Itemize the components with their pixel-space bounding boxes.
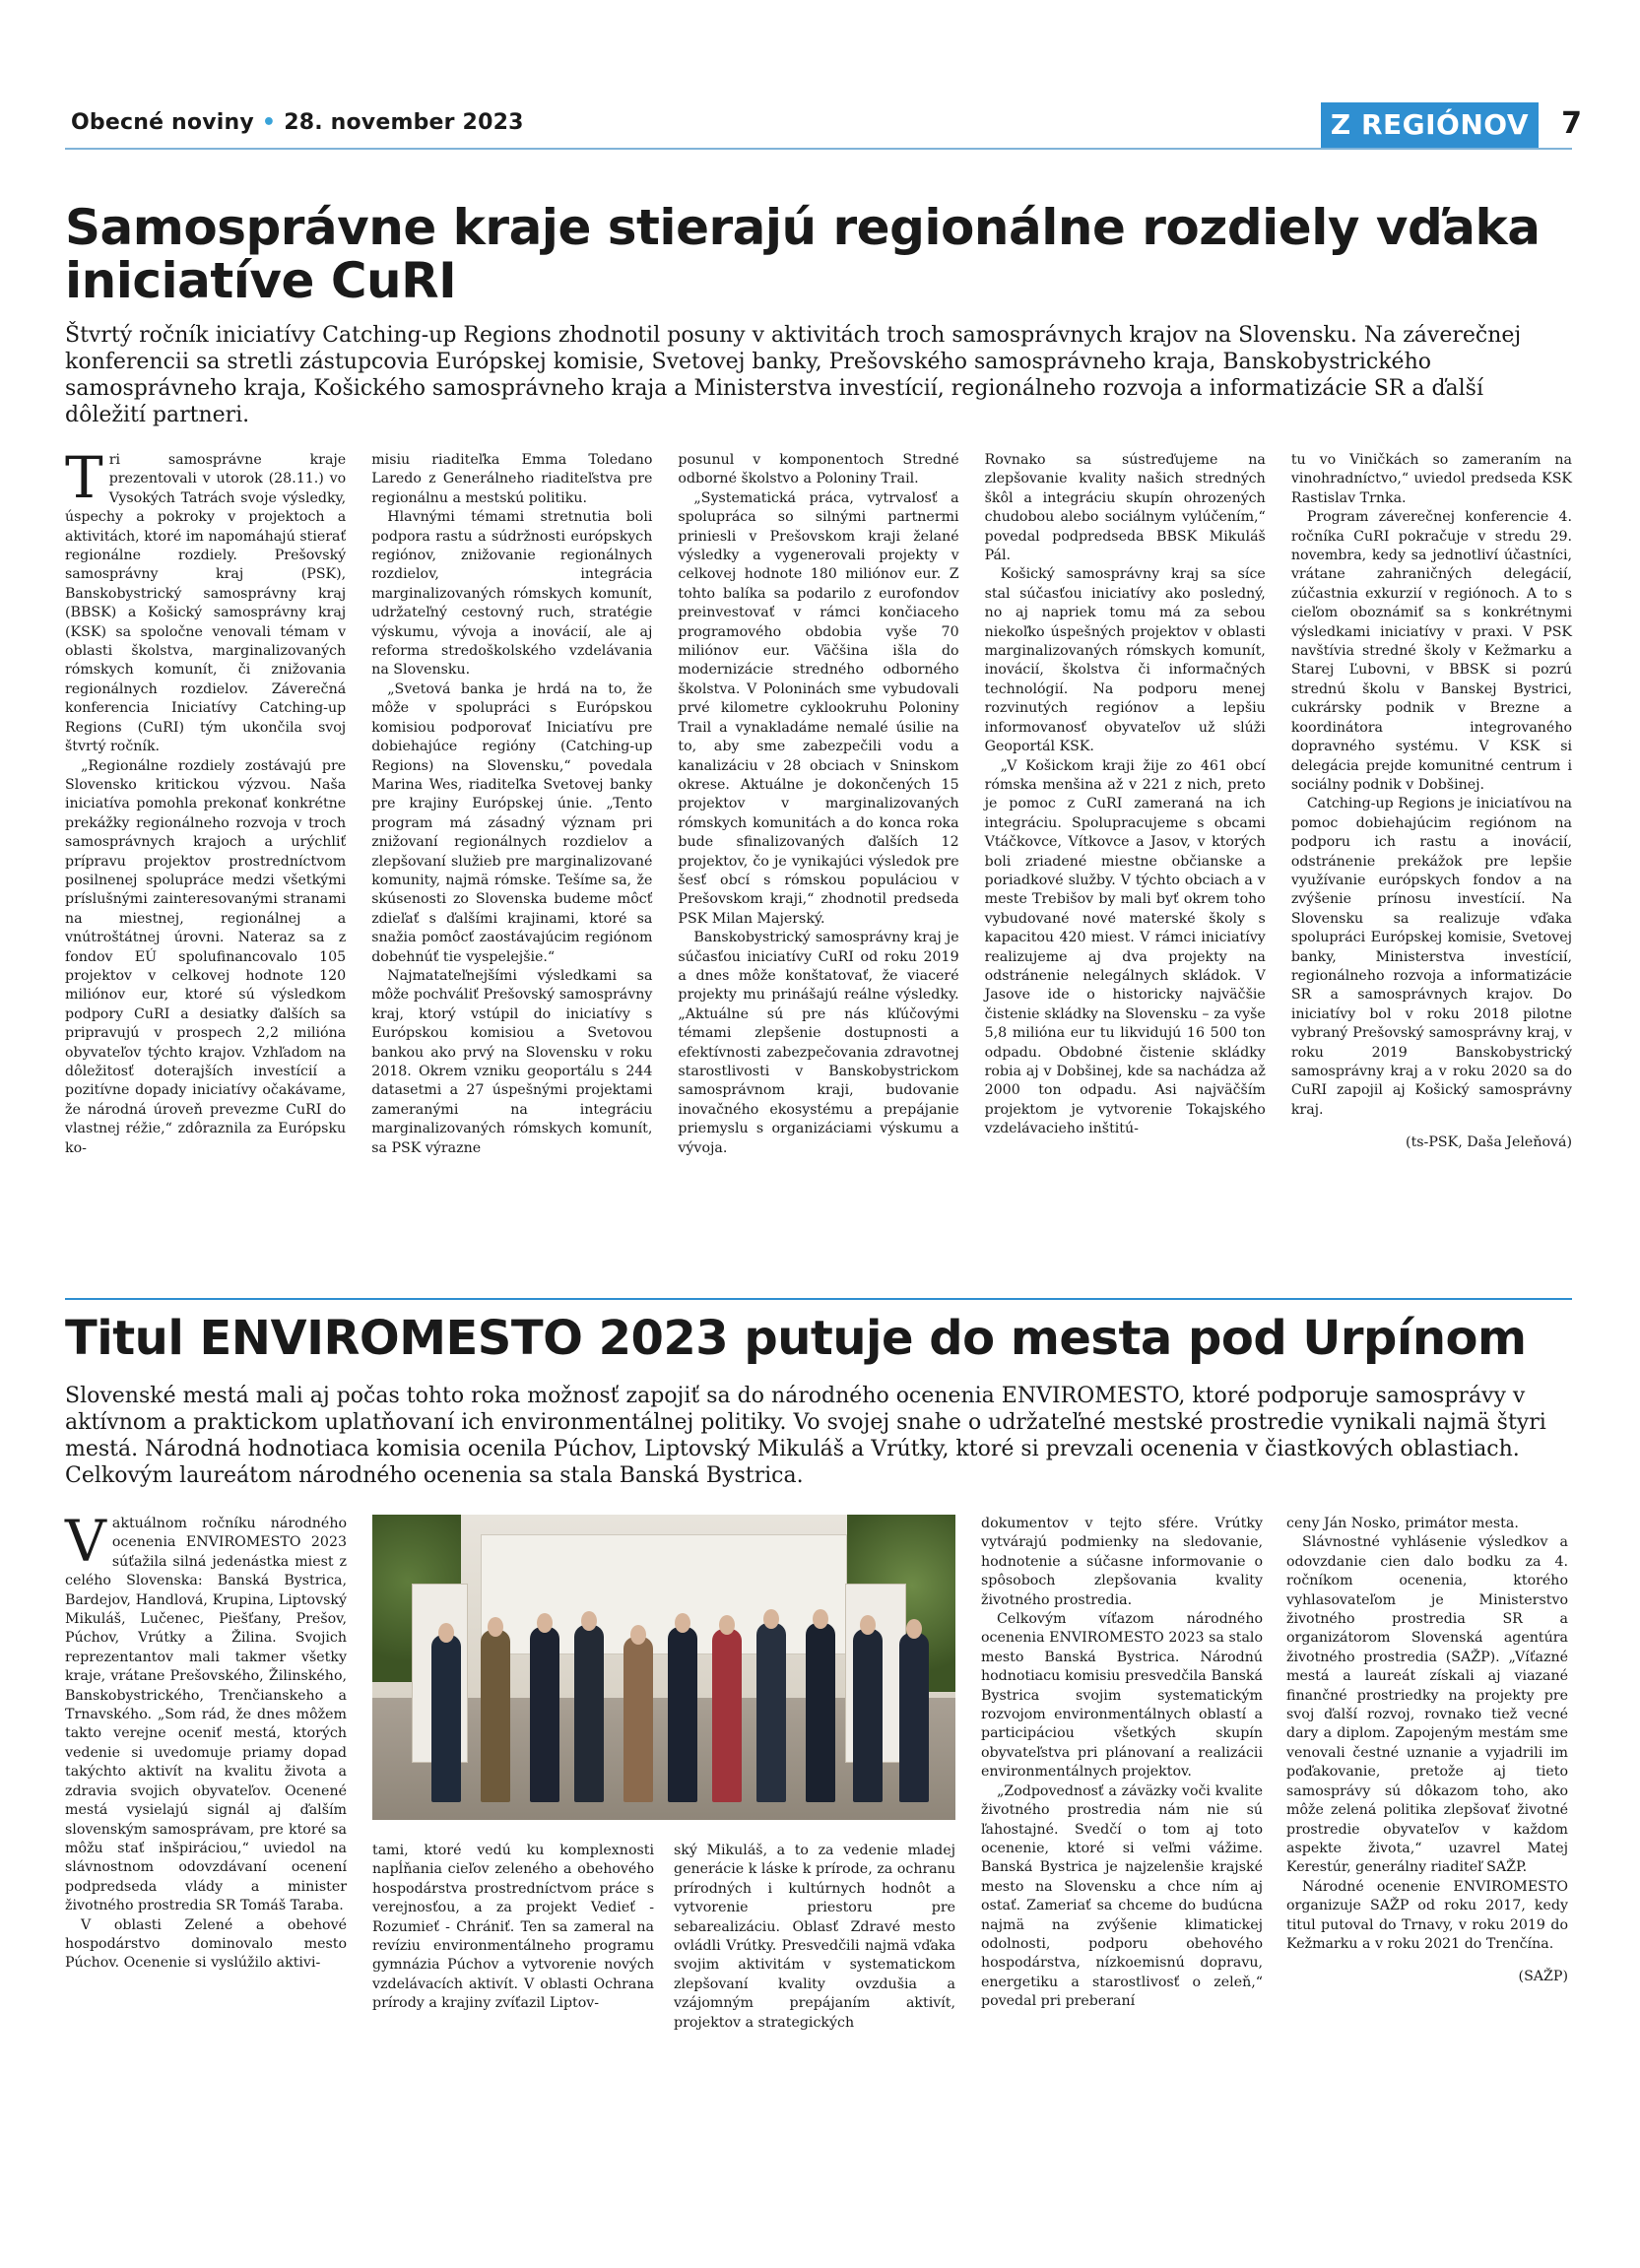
masthead-line bbox=[71, 110, 524, 135]
article2-paragraph: Celkovým víťazom národného ocenenia ENVIROMESTO 2023 sa stalo mesto Banská Bystrica. Národnú hodnotiacu komisiu presvedčila Banská Bystrica svojim systematickým rozvojom environmentálnych oblastí a participáciou všetkých skupín obyvateľstva pri plánovaní a realizácii environmentálnych projektov. bbox=[981, 1611, 1263, 1781]
paper-name: Obecné noviny bbox=[71, 110, 254, 135]
article1-paragraph: Banskobystrický samosprávny kraj je súčasťou iniciatívy CuRI od roku 2019 a dnes môže konštatovať, že viaceré projekty mu prinášajú reálne výsledky. „Aktuálne sú pre nás kľúčovými témami zlepšenie dostupnosti a efektívnosti zabezpečovania zdravotnej starostlivosti v Banskobystrickom samosprávnom kraji, budovanie inovačného ekosystému a prepájanie priemyslu s organizáciami výskumu a vývoja. bbox=[678, 930, 959, 1156]
article1-column-2 bbox=[371, 451, 652, 1288]
article1-lead: Štvrtý ročník iniciatívy Catching-up Regions zhodnotil posuny v aktivitách troch samosprávnych krajov na Slovensku. Na záverečnej konferencii sa stretli zástupcovia Európskej komisie, Svetovej banky, Prešovského samosprávneho kraja, Banskobystrického samosprávneho kraja, Košického samosprávneho kraja a Ministerstva investícií, regionálneho rozvoja a informatizácie SR a ďalší dôležití partneri. bbox=[65, 323, 1522, 427]
article2-headline: Titul ENVIROMESTO 2023 putuje do mesta pod Urpínom bbox=[65, 1311, 1527, 1366]
article1-paragraph: Hlavnými témami stretnutia boli podpora rastu a súdržnosti európskych regiónov, znižovanie regionálnych rozdielov, integrácia marginalizovaných rómskych komunít, udržateľný cestovný ruch, stratégie výskumu, vývoja a inovácií, ale aj reforma stredoškolského vzdelávania na Slovensku. bbox=[371, 509, 653, 679]
header-rule bbox=[65, 148, 1572, 150]
article1-signature: (ts-PSK, Daša Jeleňová) bbox=[1406, 1134, 1573, 1151]
award-ceremony-photo bbox=[372, 1515, 955, 1820]
article2-column-2 bbox=[372, 1842, 654, 2014]
article1-paragraph: misiu riaditeľka Emma Toledano Laredo z Generálneho riaditeľstva pre regionálnu a mestskú politiku. bbox=[371, 452, 653, 506]
article2-paragraph: Vaktuálnom ročníku národného ocenenia ENVIROMESTO 2023 súťažila silná jedenástka miest z celého Slovenska: Banská Bystrica, Bardejov, Handlová, Krupina, Liptovský Mikuláš, Lučenec, Piešťany, Prešov, Púchov, Vrútky a Žilina. Svojich reprezentantov mali takmer všetky kraje, vrátane Prešovského, Žilinského, Banskobystrického, Trenčianskeho a Trnavského. „Som rád, že dnes môžem takto verejne oceniť mestá, ktorých vedenie si uvedomuje priamy dopad takýchto aktivít na kvalitu života a zdravia svojich obyvateľov. Ocenené mestá vysielajú signál aj ďalším slovenským samosprávam, pre ktoré sa môžu stať inšpiráciou,“ uviedol na slávnostnom odovzdávaní ocenení podpredseda vlády a minister životného prostredia SR Tomáš Taraba. bbox=[65, 1508, 347, 1914]
dropcap: V bbox=[65, 1508, 106, 1575]
article2-paragraph: Slávnostné vyhlásenie výsledkov a odovzdanie cien dalo bodku za 4. ročníkom ocenenia, ktorého vyhlasovateľom je Ministerstvo životného prostredia SR a organizátorom Slovenská agentúra životného prostredia (SAŽP). „Víťazné mestá a laureát získali aj viazané finančné prostriedky na projekty pre svoj ďalší rozvoj, rovnako tiež vecné dary a diplom. Zapojeným mestám sme venovali čestné uznanie a vyjadrili im poďakovanie, pretože aj tieto samosprávy sú dôkazom toho, ako môže zelená politika zlepšovať životné prostredie obyvateľov v každom aspekte života,“ uzavrel Matej Kerestúr, generálny riaditeľ SAŽP. bbox=[1286, 1534, 1568, 1876]
article1-column-4 bbox=[985, 451, 1266, 1288]
issue-date: 28. november 2023 bbox=[284, 110, 524, 135]
article1-paragraph: Catching-up Regions je iniciatívou na pomoc dobiehajúcim regiónom na podporu ich rastu a inovácií, odstránenie prekážok pre lepšie využívanie európskych fondov a na zvýšenie prínosu investícií. Na Slovensku sa realizuje vďaka spolupráci Európskej komisie, Svetovej banky, Ministerstva investícií, regionálneho rozvoja a informatizácie SR a samosprávnych krajov. Do iniciatívy bol v roku 2018 pilotne vybraný Prešovský samosprávny kraj, v roku 2019 Banskobystrický samosprávny kraj a v roku 2020 sa do CuRI zapojil aj Košický samosprávny kraj. bbox=[1290, 796, 1573, 1118]
article2-column-5 bbox=[1286, 1515, 1568, 1987]
article1-body bbox=[65, 444, 1573, 1288]
article2-signature: (SAŽP) bbox=[1518, 1969, 1568, 1985]
article1-paragraph: Košický samosprávny kraj sa síce stal súčasťou iniciatívy ako posledný, no aj napriek tomu má za sebou niekoľko úspešných projektov v oblasti marginalizovaných rómskych komunít, inovácií, školstva či informačných technológií. Na podporu menej rozvinutých regiónov a lepšiu informovanosť obyvateľov už slúži Geoportál KSK. bbox=[984, 566, 1266, 755]
article2-column-3 bbox=[674, 1842, 955, 2033]
dropcap: T bbox=[65, 444, 103, 511]
article1-paragraph: „Systematická práca, vytrvalosť a spolupráca so silnými partnermi priniesli v Prešovskom kraji želané výsledky a vygenerovali projekty v celkovej hodnote 180 miliónov eur. Z tohto balíka sa podarilo z eurofondov preinvestovať v rámci končiaceho programového obdobia vyše 70 miliónov eur. Väčšina išla do modernizácie stredného odborného školstva. V Poloninách sme vybudovali prvé kilometre cyklookruhu Poloniny Trail a vynakladáme nemalé úsilie na to, aby sme zabezpečili vodu a kanalizáciu v 28 obciach v Sninskom okrese. Aktuálne je dokončených 15 projektov v marginalizovaných rómskych komunitách a do konca roka bude sfinalizovaných ďalších 12 projektov, čo je vynikajúci výsledok pre šesť obcí s rómskou populáciou v Prešovskom kraji,“ zhodnotil predseda PSK Milan Majerský. bbox=[678, 489, 959, 927]
article1-paragraph: Rovnako sa sústreďujeme na zlepšovanie kvality našich stredných škôl a integráciu skupín ohrozených chudobou alebo sociálnym vylúčením,“ povedal podpredseda BBSK Mikuláš Pál. bbox=[984, 452, 1266, 564]
article1-column-5 bbox=[1291, 451, 1572, 1288]
article1-column-3 bbox=[678, 451, 958, 1288]
article2-column-4 bbox=[981, 1515, 1263, 2012]
article2-paragraph: dokumentov v tejto sfére. Vrútky vytvárajú podmienky na sledovanie, hodnotenie a súčasne informovanie o spôsoboch zlepšovania kvality životného prostredia. bbox=[981, 1516, 1263, 1608]
article2-lead: Slovenské mestá mali aj počas tohto roka možnosť zapojiť sa do národného ocenenia ENVIROMESTO, ktoré podporuje samosprávy v aktívnom a praktickom uplatňovaní ich environmentálnej politiky. Vo svojej snahe o udržateľné mestské prostredie vynikali najmä štyri mestá. Národná hodnotiaca komisia ocenila Púchov, Liptovský Mikuláš a Vrútky, ktoré si prevzali ocenenia v čiastkových oblastiach. Celkovým laureátom národného ocenenia sa stala Banská Bystrica. bbox=[65, 1384, 1546, 1488]
article1-headline: Samosprávne kraje stierajú regionálne rozdiely vďaka iniciatíve CuRI bbox=[65, 199, 1541, 309]
article2-paragraph: V oblasti Zelené a obehové hospodárstvo dominovalo mesto Púchov. Ocenenie si vyslúžilo aktivi- bbox=[65, 1916, 347, 1972]
article-divider bbox=[65, 1298, 1572, 1300]
article1-paragraph: posunul v komponentoch Stredné odborné školstvo a Poloniny Trail. bbox=[678, 452, 959, 487]
article1-paragraph: tu vo Viničkách so zameraním na vinohradníctvo,“ uviedol predseda KSK Rastislav Trnka. bbox=[1290, 452, 1573, 506]
article2-paragraph: „Zodpovednosť a záväzky voči kvalite životného prostredia nám nie sú ľahostajné. Svedčí o tom aj toto ocenenie, ktoré si veľmi vážime. Banská Bystrica je najzelenšie krajské mesto na Slovensku a chce ním aj ostať. Zameriať sa chceme do budúcna najmä na zvýšenie klimatickej odolnosti, podporu obehového hospodárstva, nízkoemisnú dopravu, energetiku a starostlivosť o zeleň,“ povedal pri preberaní bbox=[981, 1782, 1263, 2010]
section-label: Z REGIÓNOV bbox=[1321, 102, 1539, 148]
article1-column-1 bbox=[65, 444, 347, 1288]
article2-column-1 bbox=[65, 1508, 347, 1974]
article1-paragraph: Tri samosprávne kraje prezentovali v utorok (28.11.) vo Vysokých Tatrách svoje výsledky, úspechy a pokroky v projektoch a aktivitách, ktoré im napomáhajú stierať regionálne rozdiely. Prešovský samosprávny kraj (PSK), Banskobystrický samosprávny kraj (BBSK) a Košický samosprávny kraj (KSK) sa spoločne venovali témam v oblasti školstva, marginalizovaných rómskych komunít, či znižovania regionálnych rozdielov. Záverečná konferencia Iniciatívy Catching-up Regions (CuRI) tým ukončila svoj štvrtý ročník. bbox=[65, 444, 347, 755]
article1-paragraph: „Svetová banka je hrdá na to, že môže v spolupráci s Európskou komisiou podporovať Iniciatívu pre dobiehajúce regióny (Catching-up Regions) na Slovensku,“ povedala Marina Wes, riaditeľka Svetovej banky pre krajiny Európskej únie. „Tento program má zásadný význam pri znižovaní regionálnych rozdielov a zlepšovaní služieb pre marginalizované komunity, najmä rómske. Tešíme sa, že skúsenosti zo Slovenska budeme môcť zdieľať s ďalšími krajinami, ktoré sa snažia pomôcť zaostávajúcim regiónom dobehnúť tie vyspelejšie.“ bbox=[371, 680, 653, 965]
bullet-separator: • bbox=[261, 110, 277, 135]
article1-paragraph: „V Košickom kraji žije zo 461 obcí rómska menšina až v 221 z nich, preto je pomoc z CuRI zameraná na ich integráciu. Spolupracujeme s obcami Vtáčkovce, Vítkovce a Jasov, v ktorých boli zriadené miestne občianske a poriadkové služby. V týchto obciach a v meste Trebišov by mali byť okrem toho vybudované nové materské školy s kapacitou 420 miest. V rámci iniciatívy realizujeme aj dva projekty na odstránenie nelegálnych skládok. V Jasove ide o historicky najväčšie čistenie skládky na Slovensku – za vyše 5,8 milióna eur tu likvidujú 16 500 ton odpadu. Obdobné čistenie skládky robia aj v Dobšinej, kde sa nachádza až 2000 ton odpadu. Asi najväčším projektom je vytvorenie Tokajského vzdelávacieho inštitú- bbox=[984, 757, 1266, 1137]
article1-paragraph: „Regionálne rozdiely zostávajú pre Slovensko kritickou výzvou. Naša iniciatíva pomohla prekonať konkrétne prekážky regionálneho rozvoja v troch samosprávnych krajoch a urýchliť prípravu projektov prostredníctvom posilnenej spolupráce medzi všetkými príslušnými zainteresovanými stranami na miestnej, regionálnej a vnútroštátnej úrovni. Nateraz sa z fondov EÚ spolufinancovalo 105 projektov v celkovej hodnote 120 miliónov eur, ktoré sú výsledkom podpory CuRI a desiatky ďalších sa pripravujú v prospech 2,2 milióna obyvateľov týchto krajov. Vzhľadom na dôležitosť doterajších investícií a pozitívne dopady iniciatívy očakávame, že národná úroveň prevezme CuRI do vlastnej réžie,“ zdôraznila za Európsku ko- bbox=[65, 757, 347, 1156]
article2-paragraph: Národné ocenenie ENVIROMESTO organizuje SAŽP od roku 2017, kedy titul putoval do Trnavy, v roku 2019 do Kežmarku a v roku 2021 do Trenčína. bbox=[1286, 1878, 1568, 1952]
article2-paragraph: ceny Ján Nosko, primátor mesta. bbox=[1286, 1516, 1519, 1531]
article2-paragraph: tami, ktoré vedú ku komplexnosti napĺňania cieľov zeleného a obehového hospodárstva prostredníctvom práce s verejnosťou, a za projekt Vedieť - Rozumieť - Chrániť. Ten sa zameral na revíziu environmentálneho programu gymnázia Púchov a vytvorenie nových vzdelávacích aktivít. V oblasti Ochrana prírody a krajiny zvíťazil Liptov- bbox=[372, 1843, 654, 2012]
article2-paragraph: ský Mikuláš, a to za vedenie mladej generácie k láske k prírode, za ochranu prírodných i kultúrnych hodnôt a vytvorenie priestoru pre sebarealizáciu. Oblasť Zdravé mesto ovládli Vrútky. Presvedčili najmä vďaka svojim aktivitám v systematickom zlepšovaní kvality ovzdušia a vzájomným prepájaním aktivít, projektov a strategických bbox=[674, 1843, 955, 2031]
article1-paragraph: Program záverečnej konferencie 4. ročníka CuRI pokračuje v stredu 29. novembra, kedy sa jednotliví účastníci, vrátane zahraničných delegácií, zúčastnia exkurzií v regiónoch. A to s cieľom oboznámiť sa s konkrétnymi výsledkami iniciatívy v praxi. V PSK navštívia stredné školy v Kežmarku a Starej Ľubovni, v BBSK si pozrú strednú školu v Banskej Bystrici, cukrársky podnik v Brezne a koordinátora integrovaného dopravného systému. V KSK si delegácia prejde komunitné centrum i sociálny podnik v Dobšinej. bbox=[1290, 509, 1573, 793]
page-header bbox=[65, 102, 1582, 154]
article1-paragraph: Najmatateľnejšími výsledkami sa môže pochváliť Prešovský samosprávny kraj, ktorý vstúpil do iniciatívy s Európskou komisiou a Svetovou bankou ako prvý na Slovensku v roku 2018. Okrem vzniku geoportálu s 244 datasetmi a 27 úspešnými projektami zameranými na integráciu marginalizovaných rómskych komunít, sa PSK výrazne bbox=[371, 967, 653, 1156]
page-number: 7 bbox=[1561, 106, 1582, 141]
